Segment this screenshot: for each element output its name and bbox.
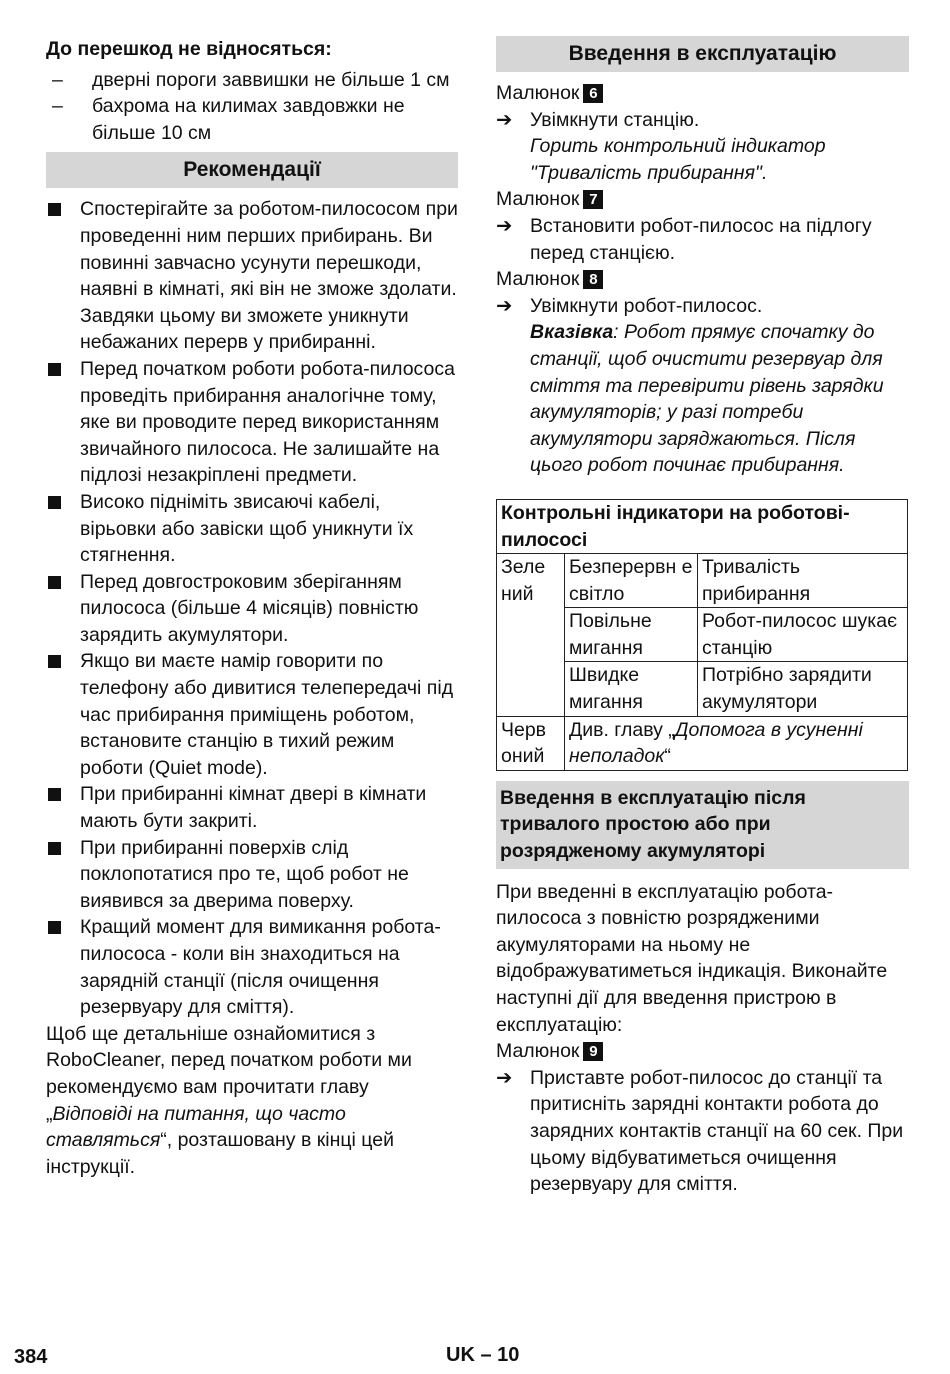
- figure-number-badge: 9: [583, 1042, 603, 1061]
- arrow-right-icon: ➔: [496, 294, 513, 317]
- step-9: ➔ Приставте робот-пилосос до станції та притисніть зарядні контакти робота до зарядних контактів станції на 60 сек. При цьому відбуватиметься очищення резервуару для сміття.: [496, 1066, 904, 1196]
- obstacles-heading: До перешкод не відносяться:: [46, 38, 332, 60]
- figure-number-badge: 7: [583, 190, 603, 209]
- arrow-right-icon: ➔: [496, 1066, 513, 1089]
- table-row: [497, 499, 908, 553]
- table-cell: Безперервн е світло: [565, 554, 698, 608]
- recommendations-list: [46, 196, 458, 1020]
- table-row: [497, 716, 908, 770]
- table-cell: Потрібно зарядити акумулятори: [698, 662, 908, 716]
- step-8: ➔ Увімкнути робот-пилосос.: [496, 293, 909, 320]
- square-bullet-icon: [48, 788, 61, 801]
- arrow-right-icon: ➔: [496, 214, 513, 237]
- list-item: При прибиранні кімнат двері в кімнати мають бути закриті.: [46, 781, 458, 834]
- obstacle-item: – дверні пороги заввишки не більше 1 см: [46, 67, 458, 94]
- commissioning-title: Введення в експлуатацію: [496, 36, 909, 72]
- step-6-note: Горить контрольний індикатор "Тривалість прибирання".: [530, 135, 826, 184]
- figure-ref-8: Малюнок 8: [496, 266, 909, 293]
- table-cell: Швидке мигання: [565, 662, 698, 716]
- recommendations-title: Рекомендації: [46, 152, 458, 188]
- square-bullet-icon: [48, 655, 61, 668]
- figure-ref-9: Малюнок 9: [496, 1038, 909, 1065]
- list-item: Кращий момент для вимикання робота-пилососа - коли він знаходиться на зарядній станції (після очищення резервуару для сміття).: [46, 914, 458, 1020]
- arrow-right-icon: ➔: [496, 108, 513, 131]
- square-bullet-icon: [48, 576, 61, 589]
- table-cell: Тривалість прибирання: [698, 554, 908, 608]
- step-8-note: Вказівка: Робот прямує спочатку до станції, щоб очистити резервуар для сміття та перевірити рівень зарядки акумуляторів; у разі потреби акумулятори заряджаються. Після цього робот починає прибирання.: [530, 321, 884, 477]
- list-item: Спостерігайте за роботом-пилососом при проведенні ним перших прибирань. Ви повинні завчасно усунути перешкоди, наявні в кімнаті, які він не зможе здолати. Завдяки цьому ви зможете уникнути небажаних перерв у прибиранні.: [46, 196, 458, 356]
- closing-paragraph: Щоб ще детальніше ознайомитися з RoboCleaner, перед початком роботи ми рекомендуємо вам прочитати главу „Відповіді на питання, що часто ставляться“, розташовану в кінці цей інструкції.: [46, 1022, 412, 1178]
- indicator-table: [496, 499, 908, 771]
- table-cell: Робот-пилосос шукає станцію: [698, 608, 908, 662]
- left-column: [46, 36, 458, 1180]
- table-cell: Повільне мигання: [565, 608, 698, 662]
- list-item: Перед початком роботи робота-пилососа проведіть прибирання аналогічне тому, яке ви проводите перед використанням звичайного пилососа. Не залишайте на підлозі незакріплені предмети.: [46, 356, 458, 489]
- list-item: Якщо ви маєте намір говорити по телефону або дивитися телепередачі під час прибирання приміщень роботом, встановите станцію в тихий режим роботи (Quiet mode).: [46, 648, 458, 781]
- table-cell: Див. главу „Допомога в усуненні неполадок“: [565, 716, 908, 770]
- step-7: ➔ Встановити робот-пилосос на підлогу перед станцією.: [496, 214, 872, 264]
- figure-number-badge: 8: [583, 270, 603, 289]
- list-item: Високо підніміть звисаючі кабелі, вірьовки або завіски щоб уникнути їх стягнення.: [46, 489, 458, 569]
- table-row: [497, 554, 908, 608]
- troubleshooting-ref: Допомога в усуненні неполадок: [569, 718, 863, 768]
- figure-number-badge: 6: [583, 84, 603, 103]
- note-label: Вказівка: [530, 321, 614, 344]
- right-column: [496, 36, 909, 1198]
- faq-chapter-ref: Відповіді на питання, що часто ставляться: [46, 1102, 346, 1152]
- language-page-code: UK – 10: [446, 1344, 520, 1366]
- restart-paragraph: При введенні в експлуатацію робота-пилососа з повністю розрядженими акумуляторами на ньому не відображуватиметься індикація. Виконайте наступні дії для введення пристрою в експлуатацію:: [496, 880, 888, 1036]
- list-item: Перед довгостроковим зберіганням пилососа (більше 4 місяців) повністю зарядить акумулятори.: [46, 569, 458, 649]
- square-bullet-icon: [48, 842, 61, 855]
- page-number: 384: [14, 1346, 48, 1368]
- figure-ref-7: Малюнок 7: [496, 186, 909, 213]
- obstacle-item: – бахрома на килимах завдовжки не більше 10 см: [46, 93, 458, 146]
- list-item: При прибиранні поверхів слід поклопотатися про те, щоб робот не виявився за дверима поверху.: [46, 835, 458, 915]
- figure-ref-6: Малюнок 6: [496, 80, 909, 107]
- square-bullet-icon: [48, 496, 61, 509]
- square-bullet-icon: [48, 921, 61, 934]
- table-cell: Черв оний: [497, 716, 565, 770]
- square-bullet-icon: [48, 363, 61, 376]
- restart-subsection-title: Введення в експлуатацію після тривалого простою або при розрядженому акумуляторі: [496, 781, 909, 869]
- square-bullet-icon: [48, 203, 61, 216]
- obstacles-list: [46, 67, 458, 147]
- table-header: Контрольні індикатори на роботові-пилососі: [497, 499, 908, 553]
- step-6: ➔ Увімкнути станцію.: [496, 107, 909, 134]
- table-cell: Зеле ний: [497, 554, 565, 717]
